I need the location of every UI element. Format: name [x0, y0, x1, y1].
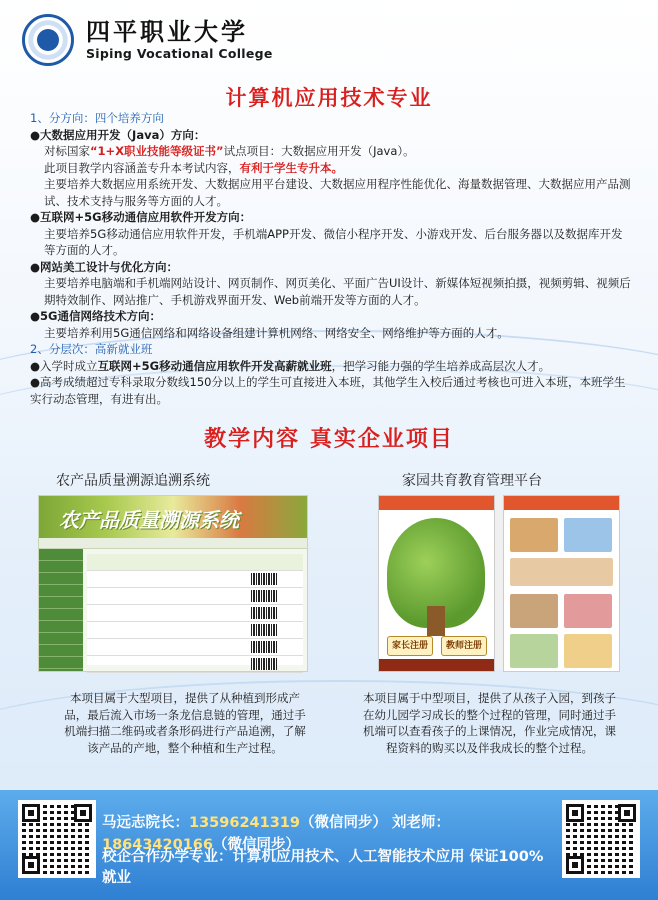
direction-name: 大数据应用开发（Java）方向：	[40, 127, 206, 142]
contact-note: （微信同步）	[299, 815, 387, 831]
bold-text: 互联网+5G移动通信应用软件开发高薪就业班	[97, 358, 332, 373]
bullet: ●	[30, 127, 41, 142]
major-title: 计算机应用技术专业	[225, 86, 433, 110]
direction-desc: 主要培养电脑端和手机端网站设计、网页制作、网页美化、平面广告UI设计、新媒体短视频拍摄，视频剪辑、视频后期特效制作、网站推广、手机游戏界面开发、Web前端开发等方面的人才。	[44, 276, 631, 307]
side-menu	[39, 549, 83, 671]
highlight-text: 有利于学生专升本。	[239, 160, 343, 175]
teacher-register-button: 教师注册	[441, 636, 487, 656]
phone-screen	[378, 495, 495, 672]
project-description: 本项目属于中型项目，提供了从孩子入园，到孩子在幼儿园学习成长的整个过程的管理，同时通过手机端可以查看孩子的上课情况，作业完成情况，课程资料的购买以及伴我成长的整个过程。	[363, 691, 616, 755]
school-logo-icon	[22, 14, 74, 66]
project-title: 家园共育教育管理平台	[402, 473, 542, 489]
text: ，把学习能力强的学生培养成高层次人才。	[331, 358, 551, 373]
projects-title: 教学内容 真实企业项目	[204, 427, 454, 452]
direction-desc: 主要培养利用5G通信网络和网络设备组建计算机网络、网络安全、网络维护等方面的人才。	[44, 325, 509, 340]
header	[22, 12, 273, 68]
highlight-text: “1+X职业技能等级证书”	[90, 144, 224, 158]
school-name-en: Siping Vocational College	[86, 46, 273, 61]
parent-register-button: 家长注册	[387, 636, 433, 656]
slogan: 校企合作办学专业：计算机应用技术、人工智能技术应用 保证100%就业	[102, 849, 544, 886]
farm-system-screenshot	[38, 495, 308, 672]
text: 此项目教学内容涵盖专升本考试内容，	[44, 160, 240, 175]
banner-text: 农产品质量溯源系统	[59, 508, 239, 532]
bullet: ●	[30, 375, 41, 389]
contact-label: 刘老师：	[392, 815, 451, 831]
phone-number: 18643420166	[102, 837, 213, 853]
direction-desc: 主要培养大数据应用系统开发、大数据应用平台建设、大数据应用程序性能优化、海量数据管理、大数据应用产品测试、技术支持与服务等方面的人才。	[44, 177, 631, 208]
major-body	[30, 110, 632, 407]
bullet: ●	[30, 210, 41, 224]
project-title: 农产品质量溯源追溯系统	[56, 473, 210, 489]
text: 对标国家	[44, 144, 90, 158]
school-app-screenshot	[378, 495, 618, 670]
contact-label: 马远志院长：	[102, 815, 189, 831]
phone-screen	[503, 495, 620, 672]
section-heading: 1、分方向：四个培养方向	[30, 111, 164, 125]
direction-desc: 主要培养5G移动通信应用软件开发，手机端APP开发、微信小程序开发、小游戏开发、后台服务器以及数据库开发等方面的人才。	[44, 226, 623, 257]
text: 高考成绩超过专科录取分数线150分以上的学生可直接进入本班，其他学生入校后通过考核也可进入本班，本班学生实行动态管理，有进有出。	[30, 375, 626, 406]
product-table	[87, 554, 303, 665]
direction-name: 5G通信网络技术方向：	[40, 309, 161, 323]
qr-code-icon	[18, 800, 96, 878]
qr-code-icon	[562, 800, 640, 878]
contact-note: （微信同步）	[212, 837, 300, 853]
direction-name: 网站美工设计与优化方向：	[40, 259, 179, 274]
text: 入学时成立	[40, 358, 98, 373]
direction-name: 互联网+5G移动通信应用软件开发方向：	[40, 210, 252, 224]
contact-footer	[0, 790, 658, 900]
bullet: ●	[30, 358, 41, 373]
bullet: ●	[30, 259, 41, 274]
project-description: 本项目属于大型项目，提供了从种植到形成产品，最后流入市场一条龙信息链的管理，通过手机端扫描二维码或者条形码进行产品追溯，了解该产品的产地，整个种植和生产过程。	[64, 691, 306, 755]
school-name-cn: 四平职业大学	[86, 17, 248, 46]
section-heading: 2、分层次：高新就业班	[30, 342, 153, 356]
bullet: ●	[30, 309, 41, 323]
phone-number: 13596241319	[189, 815, 300, 831]
text: 试点项目：大数据应用开发（Java）。	[223, 144, 415, 158]
